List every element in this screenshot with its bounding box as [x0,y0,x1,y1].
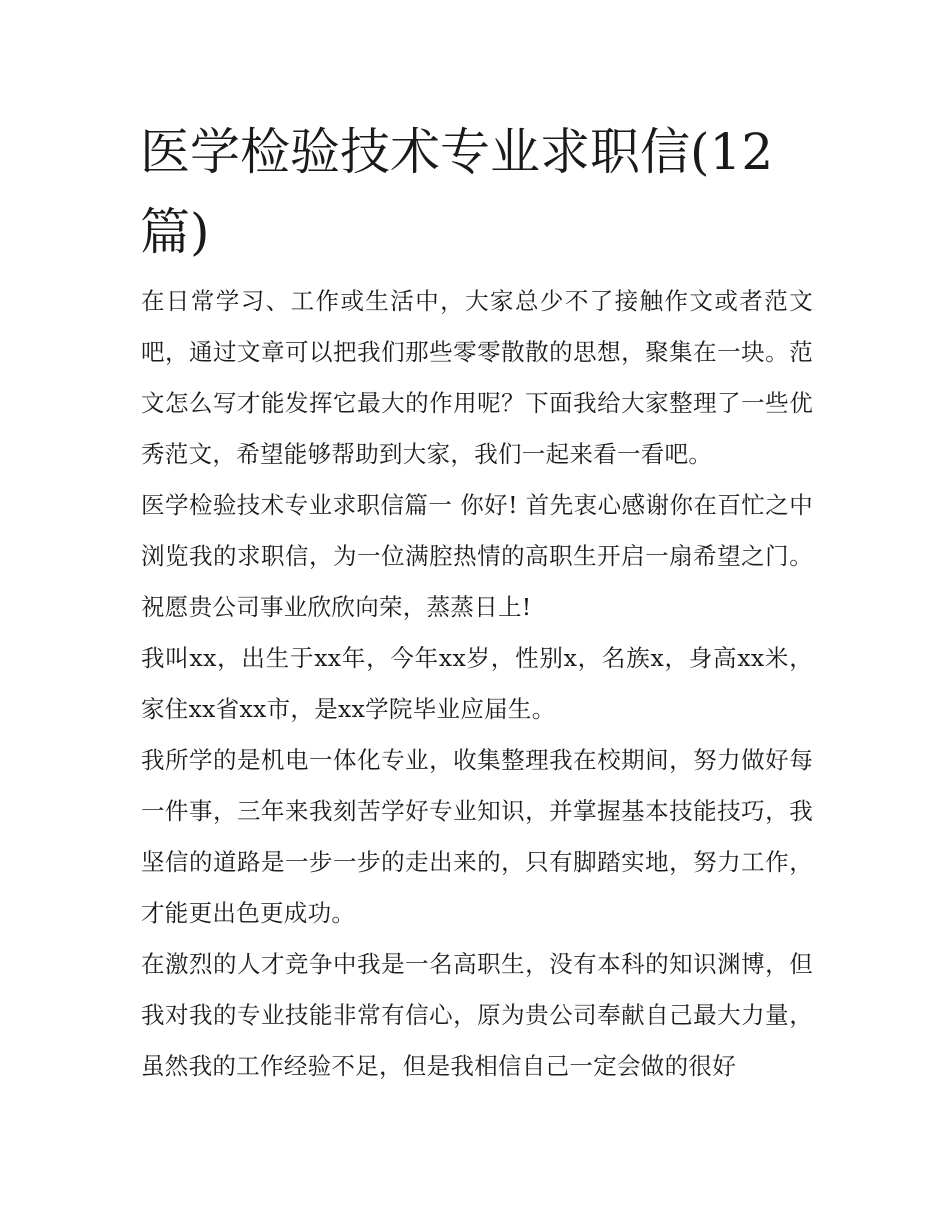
paragraph-intro: 在日常学习、工作或生活中，大家总少不了接触作文或者范文吧，通过文章可以把我们那些零零散散的思想，聚集在一块。范文怎么写才能发挥它最大的作用呢？下面我给大家整理了一些优秀范文，希望能够帮助到大家，我们一起来看一看吧。 [141,287,813,468]
paragraph-competition: 在激烈的人才竞争中我是一名高职生，没有本科的知识渊博，但我对我的专业技能非常有信心，原为贵公司奉献自己最大力量，虽然我的工作经验不足，但是我相信自己一定会做的很好 [141,950,813,1080]
paragraph-greeting: 医学检验技术专业求职信篇一 你好! 首先衷心感谢你在百忙之中浏览我的求职信，为一位满腔热情的高职生开启一扇希望之门。祝愿贵公司事业欣欣向荣，蒸蒸日上! [141,491,813,621]
document-body [141,276,813,1092]
page-title: 医学检验技术专业求职信(12篇) [140,123,774,261]
paragraph-personal-info: 我叫xx，出生于xx年，今年xx岁，性别x，名族x，身高xx米，家住xx省xx市，是xx学院毕业应届生。 [141,644,813,723]
paragraph-major: 我所学的是机电一体化专业，收集整理我在校期间，努力做好每一件事，三年来我刻苦学好专业知识，并掌握基本技能技巧，我坚信的道路是一步一步的走出来的，只有脚踏实地，努力工作，才能更出色更成功。 [141,746,813,927]
